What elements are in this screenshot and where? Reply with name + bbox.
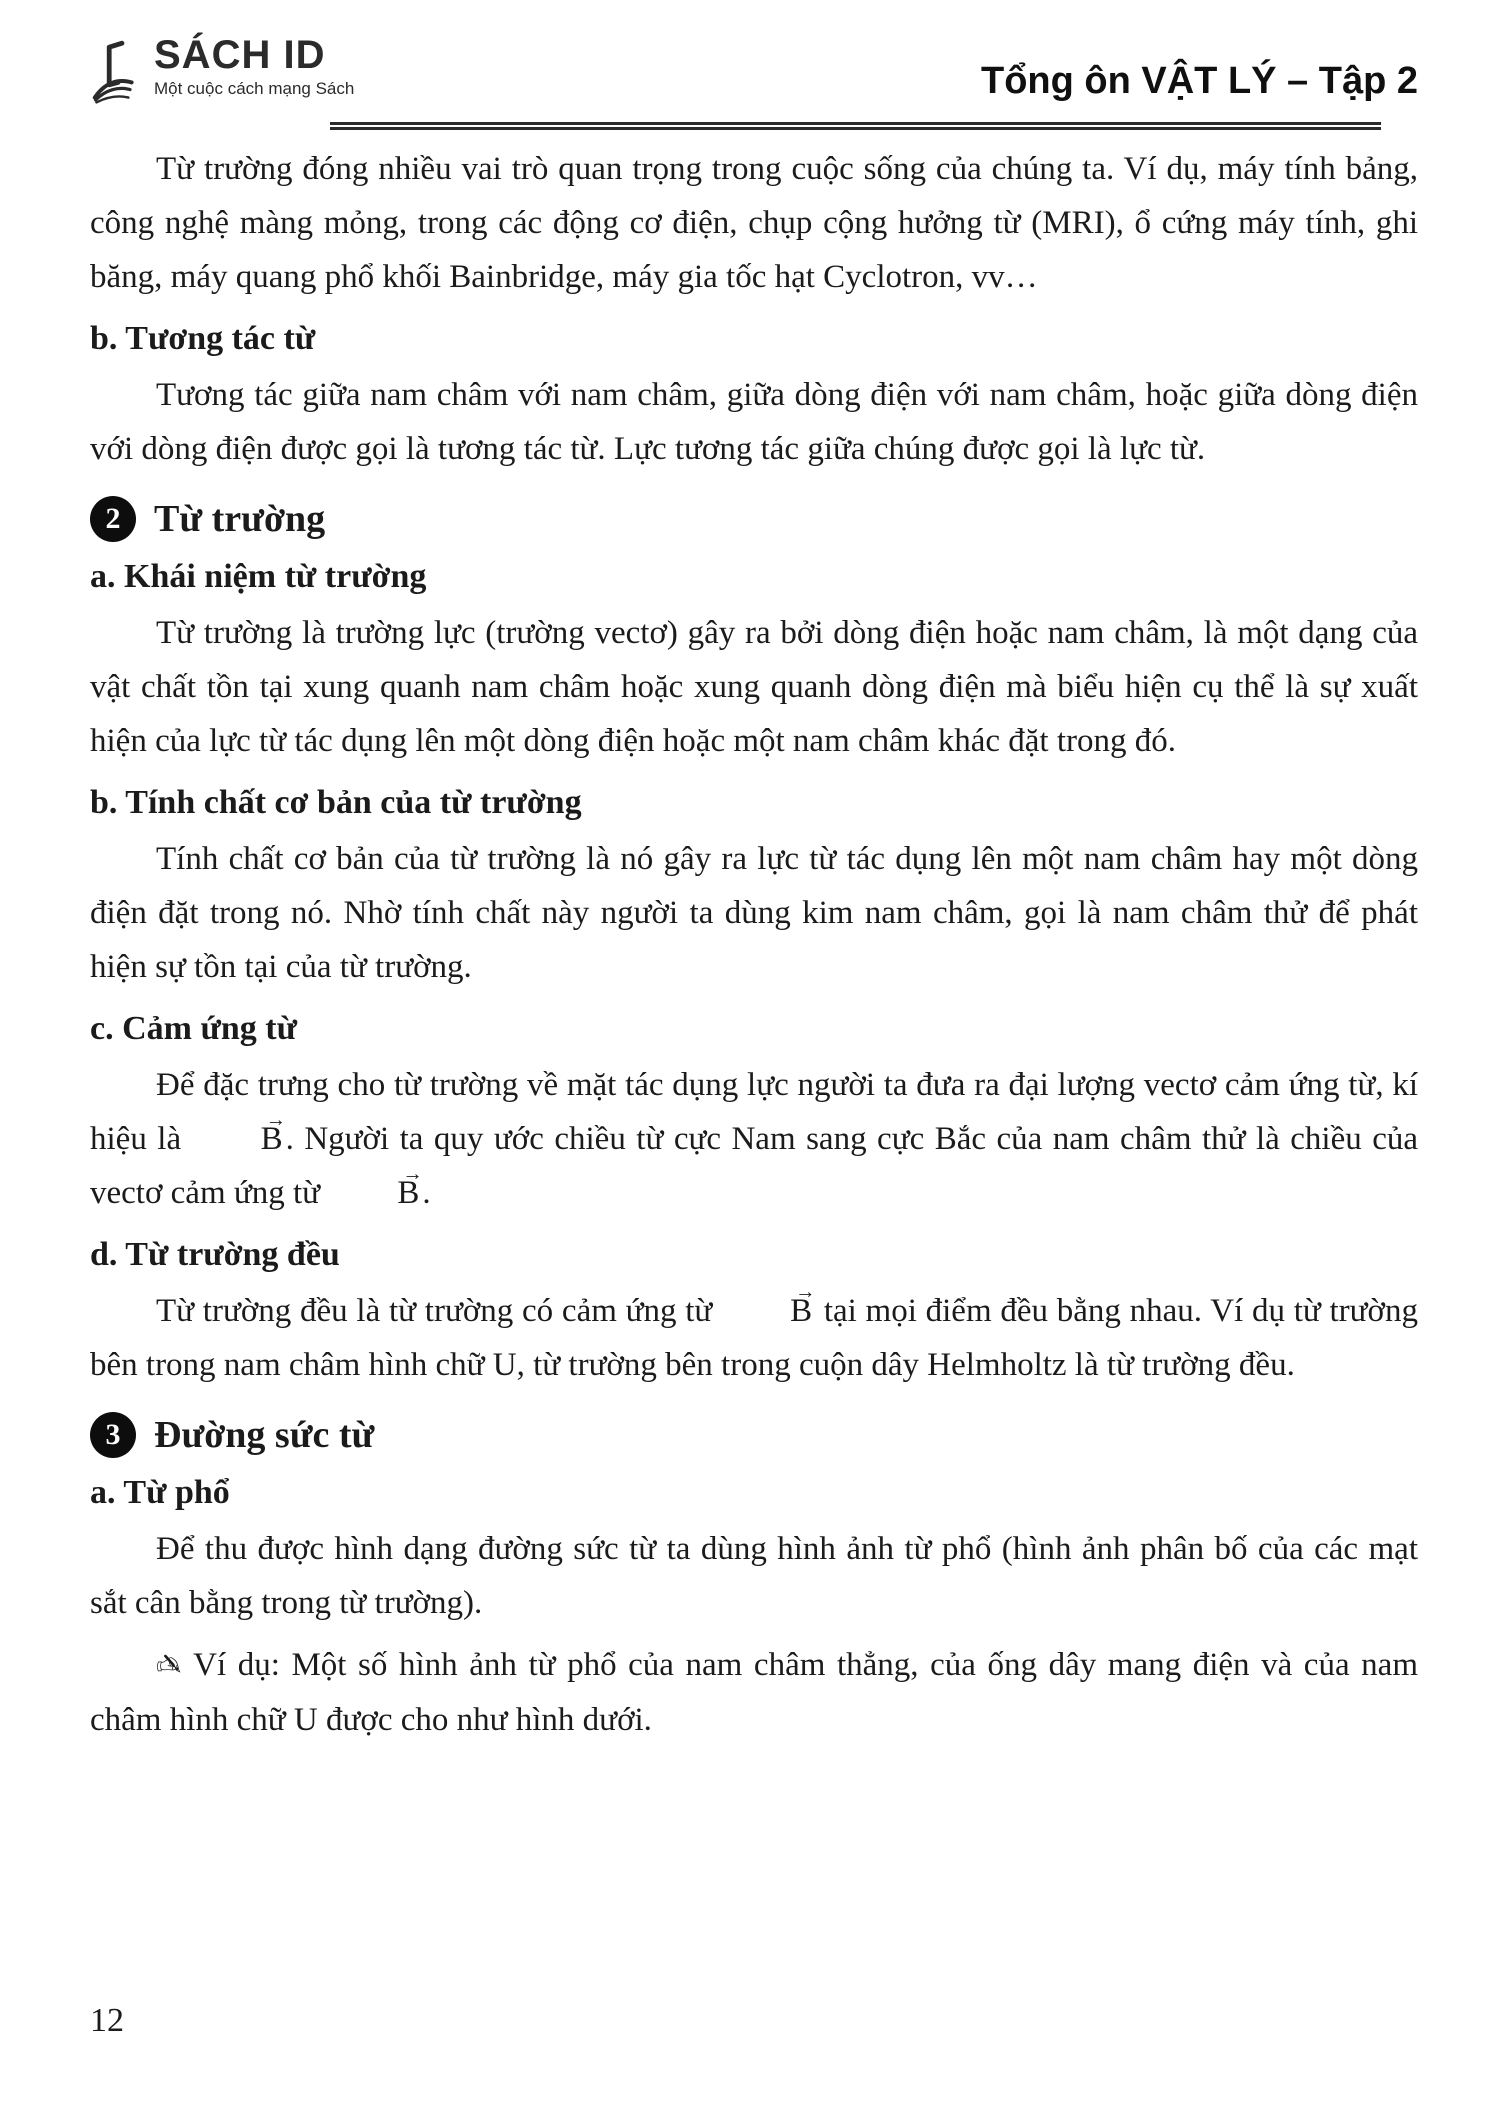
header-divider bbox=[330, 122, 1381, 130]
paragraph-tinh-chat: Tính chất cơ bản của từ trường là nó gây ra lực từ tác dụng lên một nam châm hay một dòng điện đặt trong nó. Nhờ tính chất này người ta dùng kim nam châm, gọi là nam châm thử để phát hiện sự tồn tại của từ trường. bbox=[90, 841, 1418, 985]
text-segment: . Người ta quy ước chiều từ cực Nam sang cực Bắc của nam châm thử là chiều của vectơ cảm ứng từ bbox=[90, 1121, 1419, 1211]
book-logo-icon bbox=[90, 40, 146, 104]
text-segment: Để đặc trưng cho từ trường về mặt tác dụng lực người ta đưa ra đại lượng vectơ cảm ứng từ, kí hiệu là bbox=[90, 1067, 1418, 1157]
page-number: 12 bbox=[90, 2002, 124, 2039]
vector-b-symbol: → B bbox=[331, 1177, 419, 1210]
paragraph-tu-pho: Để thu được hình dạng đường sức từ ta dùng hình ảnh từ phổ (hình ảnh phân bố của các mạt sắt cân bằng trong từ trường). bbox=[90, 1531, 1418, 1621]
text-segment: Từ trường đều là từ trường có cảm ứng từ bbox=[156, 1293, 713, 1329]
section-title: Đường sức từ bbox=[154, 1414, 375, 1456]
vector-b-symbol: → B bbox=[195, 1123, 283, 1156]
subheading-khai-niem: a. Khái niệm từ trường bbox=[90, 558, 427, 595]
section-title: Từ trường bbox=[154, 498, 326, 540]
paragraph-cam-ung-tu bbox=[90, 1058, 1418, 1220]
subheading-tuong-tac-tu: b. Tương tác từ bbox=[90, 320, 316, 357]
sachid-logo bbox=[90, 34, 354, 104]
section-heading-tu-truong bbox=[90, 496, 1418, 542]
section-number-badge: 2 bbox=[90, 496, 136, 542]
text-segment: tại mọi điểm đều bằng nhau. Ví dụ từ trường bên trong nam châm hình chữ U, từ trường bên trong cuộn dây Helmholtz là từ trường đều. bbox=[90, 1293, 1418, 1383]
subheading-cam-ung-tu: c. Cảm ứng từ bbox=[90, 1010, 298, 1047]
pen-icon: ✍ bbox=[156, 1648, 182, 1683]
subheading-tinh-chat: b. Tính chất cơ bản của từ trường bbox=[90, 784, 582, 821]
page-content bbox=[90, 142, 1418, 1747]
subheading-tu-truong-deu: d. Từ trường đều bbox=[90, 1236, 340, 1273]
subheading-tu-pho: a. Từ phổ bbox=[90, 1474, 230, 1511]
section-number-badge: 3 bbox=[90, 1412, 136, 1458]
book-title: Tổng ôn VẬT LÝ – Tập 2 bbox=[981, 60, 1418, 102]
section-heading-duong-suc-tu bbox=[90, 1412, 1418, 1458]
example-text: Ví dụ: Một số hình ảnh từ phổ của nam châm thẳng, của ống dây mang điện và của nam châm hình chữ U được cho như hình dưới. bbox=[90, 1647, 1418, 1738]
page-header bbox=[90, 34, 1418, 122]
logo-text bbox=[154, 34, 354, 99]
logo-name: SÁCH ID bbox=[154, 33, 326, 77]
paragraph-tu-truong-deu bbox=[90, 1284, 1418, 1392]
paragraph-khai-niem: Từ trường là trường lực (trường vectơ) gây ra bởi dòng điện hoặc nam châm, là một dạng của vật chất tồn tại xung quanh nam châm hoặc xung quanh dòng điện mà biểu hiện cụ thể là sự xuất hiện của lực từ tác dụng lên một dòng điện hoặc một nam châm khác đặt trong đó. bbox=[90, 615, 1418, 759]
example-paragraph bbox=[90, 1638, 1418, 1747]
paragraph-tuong-tac: Tương tác giữa nam châm với nam châm, giữa dòng điện với nam châm, hoặc giữa dòng điện với dòng điện được gọi là tương tác từ. Lực tương tác giữa chúng được gọi là lực từ. bbox=[90, 377, 1418, 467]
paragraph-intro: Từ trường đóng nhiều vai trò quan trọng trong cuộc sống của chúng ta. Ví dụ, máy tính bảng, công nghệ màng mỏng, trong các động cơ điện, chụp cộng hưởng từ (MRI), ổ cứng máy tính, ghi băng, máy quang phổ khối Bainbridge, máy gia tốc hạt Cyclotron, vv… bbox=[90, 151, 1418, 295]
text-segment: . bbox=[422, 1175, 431, 1211]
vector-b-symbol: → B bbox=[724, 1295, 812, 1328]
logo-tagline: Một cuộc cách mạng Sách bbox=[154, 79, 355, 98]
